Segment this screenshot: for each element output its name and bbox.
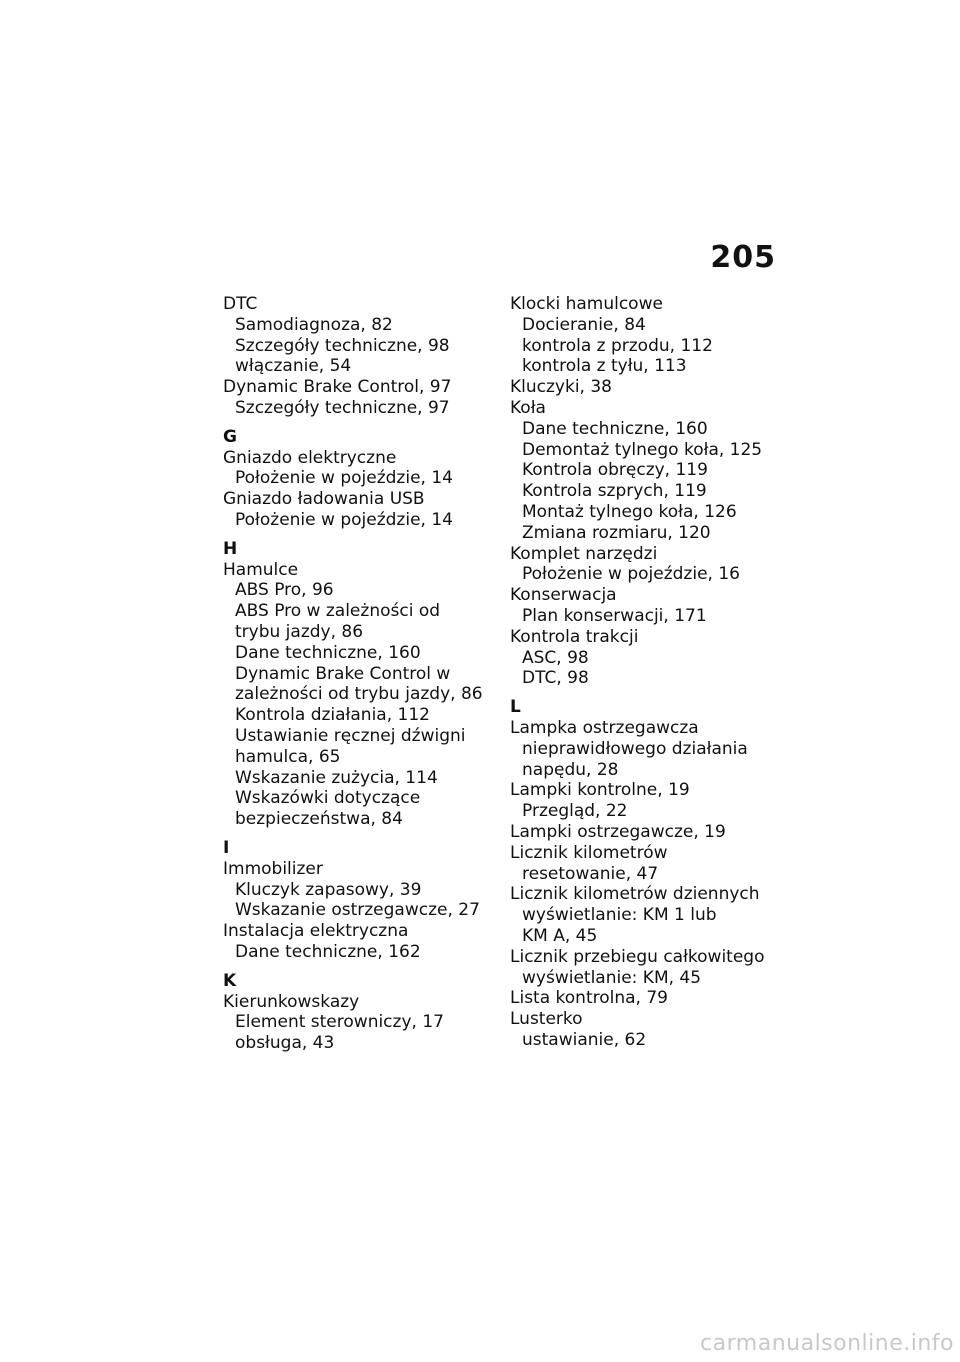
- index-subentry: wyświetlanie: KM, 45: [522, 967, 702, 988]
- index-subentry: Dane techniczne, 162: [235, 941, 421, 962]
- index-subentry: kontrola z tyłu, 113: [522, 356, 687, 377]
- page-number: 205: [710, 240, 776, 275]
- index-subentry: ASC, 98: [522, 647, 589, 668]
- index-subentry: KM A, 45: [522, 925, 598, 946]
- index-subentry: Wskazanie zużycia, 114: [235, 767, 438, 788]
- section-letter: K: [223, 970, 237, 991]
- index-entry: Lampki ostrzegawcze, 19: [510, 821, 726, 842]
- index-subentry: Kluczyk zapasowy, 39: [235, 879, 422, 900]
- index-subentry: resetowanie, 47: [522, 863, 659, 884]
- index-entry: Immobilizer: [223, 858, 323, 879]
- index-entry: Konserwacja: [510, 585, 617, 606]
- index-subentry: kontrola z przodu, 112: [522, 335, 713, 356]
- index-entry: Lampka ostrzegawcza: [510, 717, 699, 738]
- watermark: carmanualsonline.info: [700, 1331, 954, 1356]
- index-subentry: Kontrola obręczy, 119: [522, 460, 708, 481]
- index-subentry: bezpieczeństwa, 84: [235, 809, 403, 830]
- index-subentry: ABS Pro, 96: [235, 580, 334, 601]
- index-entry: Instalacja elektryczna: [223, 921, 409, 942]
- index-entry: Lampki kontrolne, 19: [510, 780, 690, 801]
- index-subentry: wyświetlanie: KM 1 lub: [522, 905, 717, 926]
- index-entry: Lusterko: [510, 1009, 583, 1030]
- index-subentry: Położenie w pojeździe, 16: [522, 564, 740, 585]
- section-letter: I: [223, 837, 230, 858]
- index-subentry: zależności od trybu jazdy, 86: [235, 684, 483, 705]
- index-subentry: Samodiagnoza, 82: [235, 314, 393, 335]
- index-subentry: Ustawianie ręcznej dźwigni: [235, 725, 466, 746]
- index-subentry: Element sterowniczy, 17: [235, 1012, 444, 1033]
- index-subentry: Montaż tylnego koła, 126: [522, 501, 737, 522]
- index-entry: Kluczyki, 38: [510, 377, 612, 398]
- index-subentry: Plan konserwacji, 171: [522, 605, 707, 626]
- index-column-left: [223, 294, 485, 1054]
- index-subentry: Położenie w pojeździe, 14: [235, 468, 453, 489]
- section-letter: H: [223, 538, 238, 559]
- section-letter: G: [223, 426, 237, 447]
- index-subentry: Kontrola działania, 112: [235, 705, 430, 726]
- index-entry: Licznik przebiegu całkowitego: [510, 946, 765, 967]
- index-subentry: Przegląd, 22: [522, 801, 628, 822]
- index-entry: Klocki hamulcowe: [510, 294, 663, 314]
- index-subentry: Dane techniczne, 160: [522, 418, 708, 439]
- index-entry: Kierunkowskazy: [223, 991, 360, 1012]
- index-subentry: Szczegóły techniczne, 98: [235, 335, 450, 356]
- index-entry: Licznik kilometrów: [510, 842, 668, 863]
- index-subentry: Wskazanie ostrzegawcze, 27: [235, 900, 480, 921]
- index-subentry: włączanie, 54: [235, 356, 352, 377]
- index-subentry: Dane techniczne, 160: [235, 642, 421, 663]
- index-subentry: Dynamic Brake Control w: [235, 663, 451, 684]
- index-column-right: [510, 294, 790, 1051]
- index-subentry: hamulca, 65: [235, 746, 341, 767]
- index-subentry: trybu jazdy, 86: [235, 621, 364, 642]
- index-subentry: ABS Pro w zależności od: [235, 601, 441, 622]
- index-subentry: Docieranie, 84: [522, 314, 646, 335]
- index-entry: Dynamic Brake Control, 97: [223, 377, 452, 398]
- index-subentry: obsługa, 43: [235, 1033, 335, 1054]
- index-subentry: Położenie w pojeździe, 14: [235, 509, 453, 530]
- index-entry: Lista kontrolna, 79: [510, 988, 668, 1009]
- index-subentry: nieprawidłowego działania: [522, 738, 748, 759]
- index-entry: Hamulce: [223, 559, 299, 580]
- index-subentry: napędu, 28: [522, 759, 619, 780]
- index-entry: Kontrola trakcji: [510, 626, 639, 647]
- index-subentry: Kontrola szprych, 119: [522, 481, 707, 502]
- index-subentry: DTC, 98: [522, 668, 589, 689]
- index-subentry: Demontaż tylnego koła, 125: [522, 439, 763, 460]
- index-entry: Komplet narzędzi: [510, 543, 658, 564]
- section-letter: L: [510, 697, 521, 718]
- index-entry: Koła: [510, 397, 546, 418]
- index-entry: Gniazdo ładowania USB: [223, 489, 425, 510]
- index-subentry: Zmiana rozmiaru, 120: [522, 522, 711, 543]
- index-subentry: ustawianie, 62: [522, 1029, 647, 1050]
- index-entry: Licznik kilometrów dziennych: [510, 884, 760, 905]
- index-subentry: Wskazówki dotyczące: [235, 788, 421, 809]
- index-entry: DTC: [223, 294, 258, 314]
- index-subentry: Szczegóły techniczne, 97: [235, 397, 450, 418]
- index-entry: Gniazdo elektryczne: [223, 447, 397, 468]
